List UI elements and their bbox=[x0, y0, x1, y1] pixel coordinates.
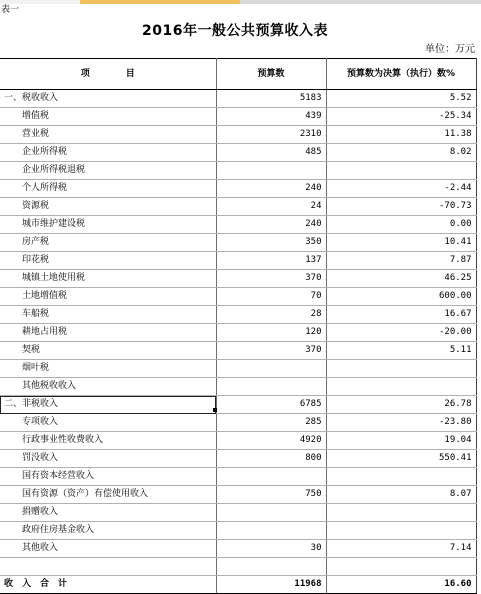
cell-item-name[interactable]: 行政事业性收费收入 bbox=[0, 432, 216, 450]
table-row bbox=[0, 342, 476, 360]
cell-item-name[interactable]: 契税 bbox=[0, 342, 216, 360]
table-row bbox=[0, 450, 476, 468]
cell-item-name[interactable]: 车船税 bbox=[0, 306, 216, 324]
cell-budget[interactable] bbox=[216, 378, 326, 396]
cell-budget[interactable]: 70 bbox=[216, 288, 326, 306]
table-row bbox=[0, 126, 476, 144]
cell-budget[interactable]: 350 bbox=[216, 234, 326, 252]
cell-item-name[interactable]: 其他收入 bbox=[0, 540, 216, 558]
table-row bbox=[0, 216, 476, 234]
cell-ratio[interactable]: 5.11 bbox=[326, 342, 476, 360]
cell-budget[interactable] bbox=[216, 558, 326, 576]
table-total-row bbox=[0, 576, 476, 594]
table-row bbox=[0, 378, 476, 396]
cell-budget[interactable] bbox=[216, 522, 326, 540]
cell-budget[interactable] bbox=[216, 504, 326, 522]
cell-item-name[interactable]: 城市维护建设税 bbox=[0, 216, 216, 234]
cell-ratio[interactable]: 8.02 bbox=[326, 144, 476, 162]
cell-item-name[interactable] bbox=[0, 558, 216, 576]
table-row bbox=[0, 522, 476, 540]
cell-budget[interactable]: 370 bbox=[216, 342, 326, 360]
cell-budget[interactable]: 28 bbox=[216, 306, 326, 324]
cell-ratio[interactable]: 46.25 bbox=[326, 270, 476, 288]
page-title: 2016年一般公共预算收入表 bbox=[142, 23, 328, 39]
table-header-row bbox=[0, 59, 476, 90]
cell-ratio[interactable]: 7.87 bbox=[326, 252, 476, 270]
cell-item-name[interactable]: 增值税 bbox=[0, 108, 216, 126]
cell-ratio[interactable]: -23.80 bbox=[326, 414, 476, 432]
table-row bbox=[0, 162, 476, 180]
cell-budget[interactable]: 285 bbox=[216, 414, 326, 432]
table-row bbox=[0, 486, 476, 504]
cell-item-name[interactable]: 专项收入 bbox=[0, 414, 216, 432]
cell-item-name[interactable]: 国有资本经营收入 bbox=[0, 468, 216, 486]
cell-budget[interactable]: 137 bbox=[216, 252, 326, 270]
cell-item-name[interactable]: 捐赠收入 bbox=[0, 504, 216, 522]
table-row bbox=[0, 288, 476, 306]
table-row bbox=[0, 396, 476, 414]
cell-item-name[interactable]: 印花税 bbox=[0, 252, 216, 270]
cell-budget[interactable]: 30 bbox=[216, 540, 326, 558]
cell-budget[interactable]: 120 bbox=[216, 324, 326, 342]
cell-item-name[interactable]: 罚没收入 bbox=[0, 450, 216, 468]
cell-item-name[interactable]: 资源税 bbox=[0, 198, 216, 216]
cell-budget[interactable]: 2310 bbox=[216, 126, 326, 144]
unit-label: 单位：万元 bbox=[425, 44, 475, 55]
cell-item-name[interactable]: 耕地占用税 bbox=[0, 324, 216, 342]
cell-ratio[interactable] bbox=[326, 162, 476, 180]
cell-item-name[interactable]: 二、非税收入 bbox=[0, 396, 216, 414]
cell-item-name[interactable]: 一、税收收入 bbox=[0, 90, 216, 108]
cell-budget[interactable] bbox=[216, 360, 326, 378]
cell-fill-handle[interactable] bbox=[213, 408, 217, 412]
cell-item-name[interactable]: 烟叶税 bbox=[0, 360, 216, 378]
cell-budget[interactable]: 439 bbox=[216, 108, 326, 126]
cell-total-ratio[interactable]: 16.60 bbox=[326, 576, 476, 594]
cell-budget[interactable] bbox=[216, 468, 326, 486]
cell-item-name[interactable]: 城镇土地使用税 bbox=[0, 270, 216, 288]
cell-ratio[interactable]: 550.41 bbox=[326, 450, 476, 468]
table-row bbox=[0, 144, 476, 162]
cell-budget[interactable]: 240 bbox=[216, 216, 326, 234]
toolbar-segment bbox=[240, 0, 481, 4]
cell-item-name[interactable]: 营业税 bbox=[0, 126, 216, 144]
table-row bbox=[0, 180, 476, 198]
cell-ratio[interactable] bbox=[326, 378, 476, 396]
table-row bbox=[0, 360, 476, 378]
budget-table bbox=[0, 58, 477, 594]
cell-budget[interactable]: 485 bbox=[216, 144, 326, 162]
cell-ratio[interactable] bbox=[326, 360, 476, 378]
spreadsheet-toolbar-strip bbox=[0, 0, 481, 4]
cell-item-name[interactable]: 土地增值税 bbox=[0, 288, 216, 306]
cell-ratio[interactable]: 5.52 bbox=[326, 90, 476, 108]
toolbar-segment bbox=[0, 0, 80, 4]
table-row bbox=[0, 306, 476, 324]
table-row bbox=[0, 558, 476, 576]
table-row bbox=[0, 90, 476, 108]
table-row bbox=[0, 432, 476, 450]
cell-ratio[interactable]: 8.07 bbox=[326, 486, 476, 504]
cell-item-name[interactable]: 其他税收收入 bbox=[0, 378, 216, 396]
cell-item-name[interactable]: 国有资源（资产）有偿使用收入 bbox=[0, 486, 216, 504]
cell-ratio[interactable] bbox=[326, 522, 476, 540]
cell-budget[interactable]: 800 bbox=[216, 450, 326, 468]
table-row bbox=[0, 414, 476, 432]
table-row bbox=[0, 198, 476, 216]
table-row bbox=[0, 252, 476, 270]
cell-budget[interactable]: 750 bbox=[216, 486, 326, 504]
cell-ratio[interactable]: -20.00 bbox=[326, 324, 476, 342]
cell-item-name[interactable]: 企业所得税 bbox=[0, 144, 216, 162]
cell-ratio[interactable]: 11.38 bbox=[326, 126, 476, 144]
cell-item-name[interactable]: 个人所得税 bbox=[0, 180, 216, 198]
table-row bbox=[0, 324, 476, 342]
table-row bbox=[0, 108, 476, 126]
cell-budget[interactable]: 4920 bbox=[216, 432, 326, 450]
header-ratio[interactable]: 预算数为决算（执行）数% bbox=[326, 59, 476, 90]
cell-ratio[interactable]: -70.73 bbox=[326, 198, 476, 216]
table-row bbox=[0, 468, 476, 486]
cell-ratio[interactable]: 16.67 bbox=[326, 306, 476, 324]
cell-item-name[interactable]: 企业所得税退税 bbox=[0, 162, 216, 180]
cell-item-name[interactable]: 政府住房基金收入 bbox=[0, 522, 216, 540]
cell-budget[interactable]: 5183 bbox=[216, 90, 326, 108]
sheet-label: 表一 bbox=[1, 5, 20, 15]
cell-budget[interactable]: 370 bbox=[216, 270, 326, 288]
cell-ratio[interactable]: 19.04 bbox=[326, 432, 476, 450]
cell-ratio[interactable]: 26.78 bbox=[326, 396, 476, 414]
table-row bbox=[0, 270, 476, 288]
cell-total-label[interactable]: 收 入 合 计 bbox=[0, 576, 216, 594]
cell-ratio[interactable] bbox=[326, 468, 476, 486]
cell-ratio[interactable]: 600.00 bbox=[326, 288, 476, 306]
table-row bbox=[0, 504, 476, 522]
cell-total-budget[interactable]: 11968 bbox=[216, 576, 326, 594]
header-item[interactable]: 项 目 bbox=[0, 59, 216, 90]
cell-item-name[interactable]: 房产税 bbox=[0, 234, 216, 252]
header-budget[interactable]: 预算数 bbox=[216, 59, 326, 90]
cell-ratio[interactable] bbox=[326, 504, 476, 522]
cell-ratio[interactable]: -25.34 bbox=[326, 108, 476, 126]
cell-ratio[interactable]: 7.14 bbox=[326, 540, 476, 558]
cell-ratio[interactable]: 0.00 bbox=[326, 216, 476, 234]
cell-budget[interactable]: 240 bbox=[216, 180, 326, 198]
cell-budget[interactable]: 6785 bbox=[216, 396, 326, 414]
toolbar-segment-highlight bbox=[80, 0, 240, 4]
table-row bbox=[0, 234, 476, 252]
cell-ratio[interactable] bbox=[326, 558, 476, 576]
cell-budget[interactable] bbox=[216, 162, 326, 180]
cell-ratio[interactable]: -2.44 bbox=[326, 180, 476, 198]
cell-ratio[interactable]: 10.41 bbox=[326, 234, 476, 252]
cell-budget[interactable]: 24 bbox=[216, 198, 326, 216]
table-row bbox=[0, 540, 476, 558]
